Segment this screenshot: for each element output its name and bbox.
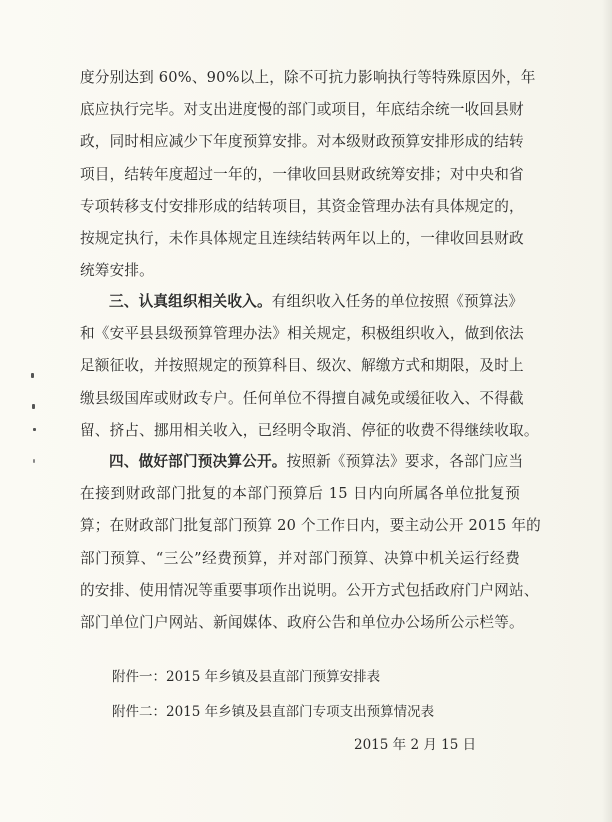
section-heading: 三、认真组织相关收入。 (109, 293, 272, 310)
text-line (80, 446, 524, 478)
text-line: 按规定执行，未作具体规定且连续结转两年以上的，一律收回县财政 (80, 230, 524, 248)
text-line: 部门单位门户网站、新闻媒体、政府公告和单位办公场所公示栏等。 (80, 614, 524, 632)
text-line: 和《安平县县级预算管理办法》相关规定，积极组织收入，做到依法 (80, 325, 524, 343)
paragraph-section-four (80, 446, 541, 639)
document-date: 2015 年 2 月 15 日 (354, 737, 477, 753)
binding-hole-mark (31, 373, 34, 378)
binding-hole-mark (32, 404, 35, 409)
paragraph-budget-execution (80, 62, 536, 287)
text-line-rest: 按照新《预算法》要求，各部门应当 (286, 453, 524, 470)
attachment-one: 附件一：2015 年乡镇及县直部门预算安排表 (112, 669, 381, 685)
paragraph-section-three (80, 286, 539, 447)
text-line: 专项转移支付安排形成的结转项目，其资金管理办法有具体规定的， (80, 197, 524, 215)
text-line: 政，同时相应减少下年度预算安排。对本级财政预算安排形成的结转 (80, 133, 524, 151)
text-line: 底应执行完毕。对支出进度慢的部门或项目，年底结余统一收回县财 (80, 101, 524, 119)
text-line: 的安排、使用情况等重要事项作出说明。公开方式包括政府门户网站、 (80, 581, 539, 599)
binding-hole-mark (33, 459, 35, 463)
text-line: 在接到财政部门批复的本部门预算后 15 日内向所属各单位批复预 (80, 485, 520, 503)
page-edge-shadow (602, 0, 612, 822)
attachment-two: 附件二：2015 年乡镇及县直部门专项支出预算情况表 (112, 704, 435, 720)
section-heading: 四、做好部门预决算公开。 (109, 453, 287, 470)
text-line: 度分别达到 60%、90%以上，除不可抗力影响执行等特殊原因外，年 (80, 69, 536, 86)
text-line-rest: 有组织收入任务的单位按照《预算法》 (271, 293, 524, 310)
text-line (80, 286, 524, 318)
text-line: 项目，结转年度超过一年的，一律收回县财政统筹安排；对中央和省 (80, 165, 524, 183)
text-line: 部门预算、“三公”经费预算，并对部门预算、决算中机关运行经费 (80, 549, 520, 567)
text-line: 足额征收，并按照规定的预算科目、级次、解缴方式和期限，及时上 (80, 357, 524, 375)
text-line: 缴县级国库或财政专户。任何单位不得擅自减免或缓征收入、不得截 (80, 389, 524, 407)
text-line: 统筹安排。 (80, 262, 154, 280)
binding-hole-mark (33, 428, 36, 431)
text-line: 算；在财政部门批复部门预算 20 个工作日内，要主动公开 2015 年的 (80, 517, 541, 535)
text-line: 留、挤占、挪用相关收入，已经明令取消、停征的收费不得继续收取。 (80, 421, 539, 439)
